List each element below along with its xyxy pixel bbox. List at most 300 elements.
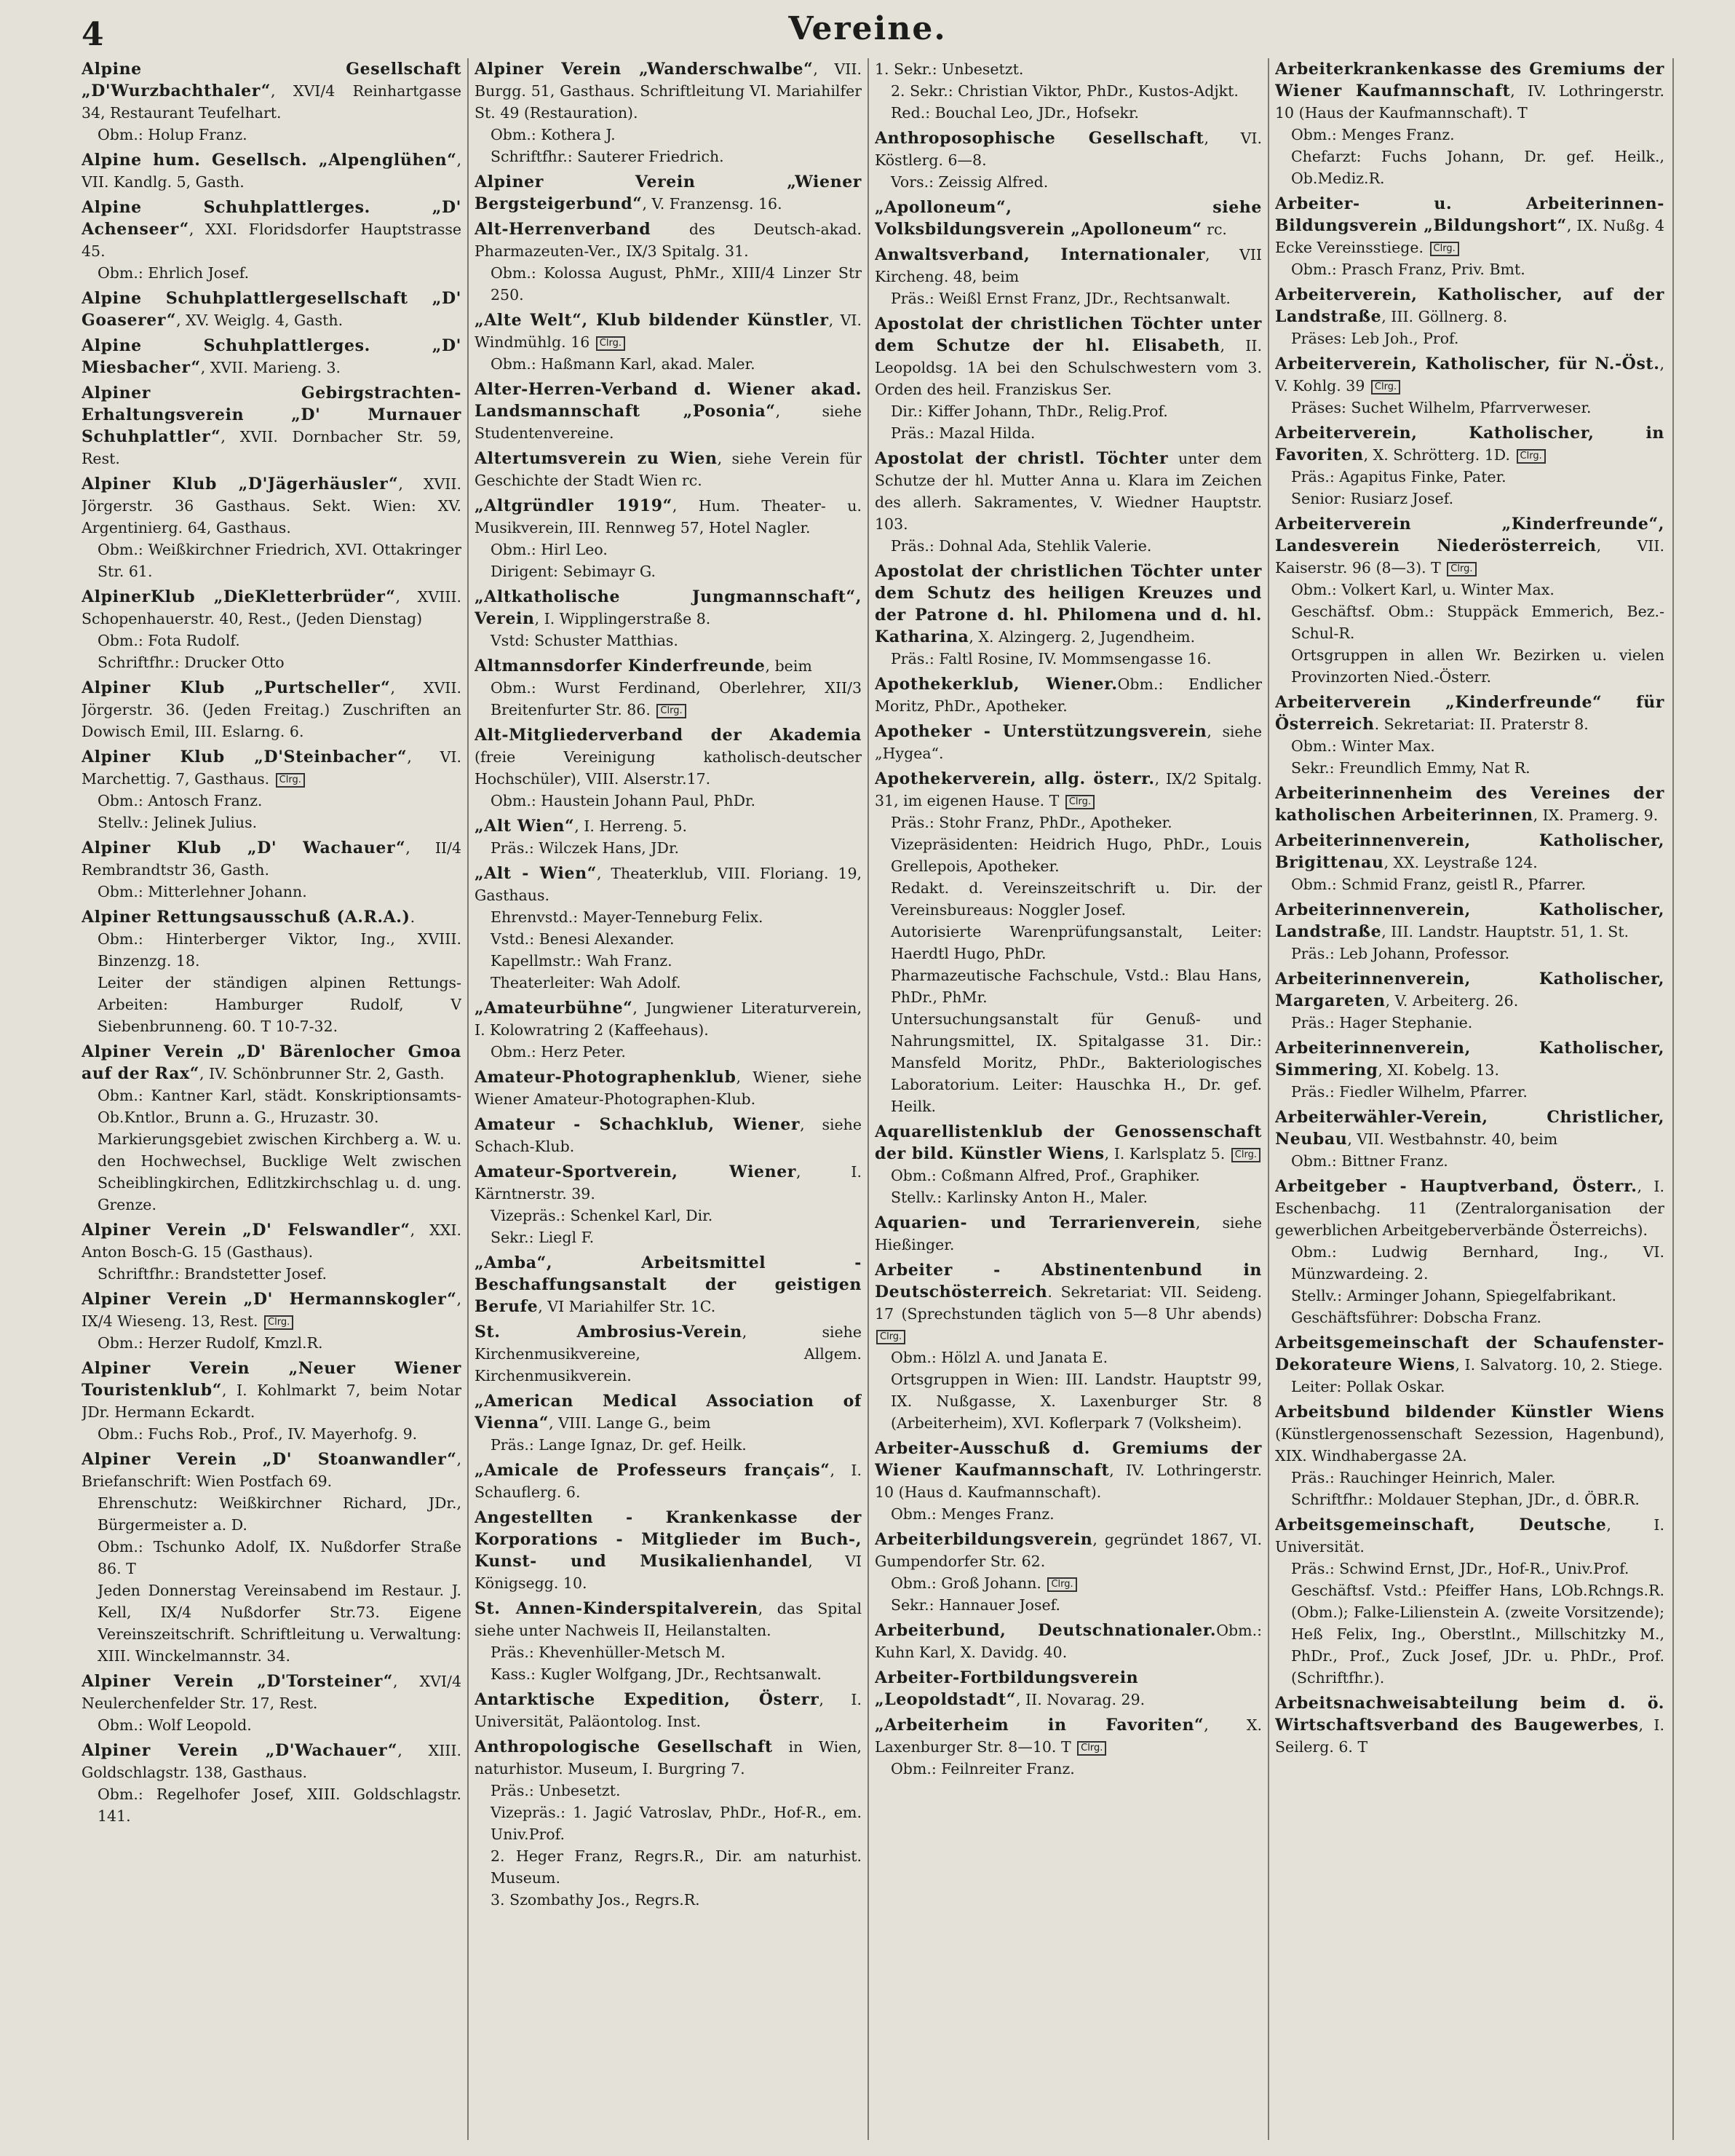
clearing-badge: Clrg. (1047, 1577, 1076, 1592)
entry-first-line (1275, 1176, 1664, 1241)
directory-entry (475, 1598, 862, 1685)
directory-entry (82, 586, 461, 673)
entry-text: , VI. Marchettig. 7, Gasthaus. Clrg. (82, 748, 461, 788)
entry-text: Dirigent: Sebimayr G. (491, 563, 656, 580)
entry-first-line (82, 1358, 461, 1423)
entry-first-line (875, 673, 1262, 717)
entry-detail-line (475, 950, 862, 972)
entry-detail-line (1275, 1376, 1664, 1398)
entry-text: . Sekretariat: VII. Seideng. 17 (Sprechstunden täglich von 5—8 Uhr abends) Clrg. (875, 1283, 1262, 1344)
entry-heading: Arbeiter- u. Arbeiterinnen-Bildungsverein „Bildungshort“ (1275, 194, 1664, 235)
entry-detail-line (1275, 757, 1664, 779)
entry-text: Obm.: Hölzl A. und Janata E. (891, 1349, 1108, 1366)
entry-heading: „American Medical Association of Vienna“ (475, 1392, 862, 1432)
entry-first-line (475, 863, 862, 906)
entry-heading: Anthroposophische Gesellschaft (875, 129, 1204, 148)
entry-detail-line (1275, 1285, 1664, 1307)
directory-entry (875, 1620, 1262, 1663)
directory-entry (875, 1529, 1262, 1616)
entry-detail-line (82, 972, 461, 1037)
entry-detail-line (875, 1368, 1262, 1434)
entry-detail-line (475, 1041, 862, 1063)
entry-first-line (475, 1736, 862, 1780)
entry-detail-line (1275, 644, 1664, 688)
entry-heading: „Altgründler 1919“ (475, 496, 672, 515)
entry-heading: Alpiner Klub „D'Steinbacher“ (82, 748, 408, 766)
entry-text: Obm.: Hirl Leo. (491, 541, 608, 558)
entry-text: , siehe Verein für Geschichte der Stadt Wien rc. (475, 450, 862, 489)
entry-text: , I. Kärntnerstr. 39. (475, 1163, 862, 1202)
entry-first-line (475, 1459, 862, 1503)
directory-entry (82, 746, 461, 833)
entry-first-line (475, 58, 862, 124)
entry-text: , I. Salvatorg. 10, 2. Stiege. (1455, 1356, 1663, 1374)
entry-first-line (82, 586, 461, 630)
entry-text: , VI Königsegg. 10. (475, 1553, 862, 1592)
entry-detail-line (475, 1434, 862, 1456)
entry-detail-line (82, 124, 461, 146)
directory-entry (82, 677, 461, 742)
entry-text: , siehe Studentenvereine. (475, 403, 862, 442)
entry-detail-line (475, 1641, 862, 1663)
entry-text: Pharmazeutische Fachschule, Vstd.: Blau Hans, PhDr., PhMr. (891, 967, 1262, 1006)
entry-first-line (82, 335, 461, 379)
entry-text: Obm.: Wurst Ferdinand, Oberlehrer, XII/3 Breitenfurter Str. 86. Clrg. (491, 679, 862, 718)
entry-text: Kapellmstr.: Wah Franz. (491, 952, 672, 970)
entry-text: , I. Kohlmarkt 7, beim Notar JDr. Hermann Eckardt. (82, 1382, 461, 1421)
page-title: Vereine. (788, 10, 947, 47)
entry-text: Präs.: Schwind Ernst, JDr., Hof-R., Univ.Prof. (1291, 1560, 1629, 1577)
entry-text: , XXI. Floridsdorfer Hauptstrasse 45. (82, 221, 461, 260)
entry-heading: Apotheker - Unterstützungsverein (875, 722, 1207, 741)
entry-heading: Apostolat der christlichen Töchter unter dem Schutze der hl. Elisabeth (875, 314, 1262, 355)
entry-text: Ehrenvstd.: Mayer-Tenneburg Felix. (491, 908, 763, 926)
entry-first-line (875, 1529, 1262, 1572)
entry-heading: Arbeiterinnenverein, Katholischer, Simmering (1275, 1039, 1664, 1079)
entry-text: Präs.: Mazal Hilda. (891, 424, 1036, 442)
entry-text: Obm.: Herzer Rudolf, Kmzl.R. (98, 1334, 323, 1352)
entry-text: , XVII. Jörgerstr. 36 Gasthaus. Sekt. Wien: XV. Argentinierg. 64, Gasthaus. (82, 475, 461, 536)
entry-detail-line (82, 928, 461, 972)
entry-detail-line (875, 1572, 1262, 1594)
entry-heading: Alt-Mitgliederverband der Akademia (475, 726, 862, 745)
entry-text: Vizepräsidenten: Heidrich Hugo, PhDr., Louis Grellepois, Apotheker. (891, 836, 1262, 875)
entry-text: Obm.: Schmid Franz, geistl R., Pfarrer. (1291, 876, 1586, 893)
entry-heading: Arbeiter - Abstinentenbund in Deutschösterreich (875, 1261, 1262, 1301)
entry-heading: „Altkatholische Jungmannschaft“, Verein (475, 587, 862, 628)
entry-detail-line (875, 1008, 1262, 1117)
entry-text: , I. Wipplingerstraße 8. (534, 610, 711, 627)
entry-detail-line (1275, 397, 1664, 419)
column-divider (868, 58, 869, 2140)
entry-heading: Arbeitsgemeinschaft der Schaufenster-Dekorateure Wiens (1275, 1333, 1664, 1374)
directory-entry (475, 586, 862, 651)
entry-detail-line (82, 1783, 461, 1827)
directory-entry (475, 58, 862, 167)
entry-detail-line (475, 1226, 862, 1248)
entry-text: , II/4 Rembrandtstr 36, Gasth. (82, 839, 461, 879)
clearing-badge: Clrg. (1077, 1741, 1106, 1756)
entry-first-line (1275, 691, 1664, 735)
entry-detail-line (1275, 1241, 1664, 1285)
entry-first-line (475, 997, 862, 1041)
entry-first-line (475, 495, 862, 539)
entry-detail-line (82, 812, 461, 833)
entry-heading: „Amateurbühne“ (475, 999, 633, 1018)
entry-detail-line (1275, 943, 1664, 964)
entry-text: , II. Leopoldsg. 1A bei den Schulschwestern vom 3. Orden des heil. Franziskus Ser. (875, 337, 1262, 398)
entry-detail-line (1275, 1307, 1664, 1328)
entry-text: Obm.: Ehrlich Josef. (98, 264, 250, 282)
entry-detail-line (875, 1186, 1262, 1208)
directory-entry (82, 837, 461, 903)
entry-text: Geschäftsf. Vstd.: Pfeiffer Hans, LOb.Rchngs.R. (Obm.); Falke-Lilienstein A. (zweite Vorsitzende); Heß Felix, Ing., Oberstlnt., Millschitzky M., PhDr., Prof., Zuck Josef, JDr. u. PhDr., Prof. (Schriftfhr.). (1291, 1582, 1664, 1687)
entry-heading: Alpiner Verein „D' Felswandler“ (82, 1221, 410, 1240)
entry-detail-line (875, 964, 1262, 1008)
entry-text: 2. Sekr.: Christian Viktor, PhDr., Kustos-Adjkt. (891, 82, 1239, 100)
entry-detail-line (475, 262, 862, 306)
entry-text: Obm.: Kothera J. (491, 126, 616, 143)
entry-heading: „Amba“, Arbeitsmittel - Beschaffungsanstalt der geistigen Berufe (475, 1253, 862, 1316)
entry-heading: Arbeiterverein „Kinderfreunde“, Landesverein Niederösterreich (1275, 515, 1664, 555)
directory-entry (1275, 284, 1664, 349)
directory-entry (475, 1689, 862, 1732)
entry-text: , I. Universität, Paläontolog. Inst. (475, 1691, 862, 1730)
entry-text: Jeden Donnerstag Vereinsabend im Restaur. J. Kell, IX/4 Nußdorfer Str.73. Eigene Vereinszeitschrift. Schriftleitung u. Verwaltung: XIII. Winckelmannstr. 34. (98, 1582, 461, 1665)
entry-text: , XVII. Marieng. 3. (200, 359, 341, 376)
entry-text: in Wien, naturhistor. Museum, I. Burgring 7. (475, 1738, 862, 1777)
entry-text: Chefarzt: Fuchs Johann, Dr. gef. Heilk., Ob.Mediz.R. (1291, 148, 1664, 187)
entry-first-line (875, 448, 1262, 535)
entry-detail-line (1275, 1580, 1664, 1689)
entry-first-line (1275, 513, 1664, 579)
entry-detail-line (875, 288, 1262, 309)
entry-text: Obm.: Wolf Leopold. (98, 1716, 252, 1734)
entry-first-line (875, 58, 1262, 80)
entry-text: (Künstlergenossenschaft Sezession, Hagenbund), XIX. Windhabergasse 2A. (1275, 1425, 1664, 1465)
directory-entry (1275, 1332, 1664, 1398)
entry-detail-line (875, 422, 1262, 444)
entry-text: , III. Göllnerg. 8. (1381, 308, 1508, 325)
directory-entry (1275, 58, 1664, 189)
entry-first-line (875, 244, 1262, 288)
entry-text: , VII. Kandlg. 5, Gasth. (82, 151, 461, 191)
entry-first-line (475, 655, 862, 677)
directory-entry (475, 1321, 862, 1387)
entry-heading: Alpiner Verein „D' Hermannskogler“ (82, 1290, 457, 1309)
entry-text: Obm.: Groß Johann. Clrg. (891, 1574, 1079, 1592)
entry-text: , VII. Westbahnstr. 40, beim (1347, 1130, 1558, 1148)
directory-entry (475, 1390, 862, 1456)
directory-entry (1275, 422, 1664, 510)
entry-first-line (82, 149, 461, 193)
entry-first-line (475, 1321, 862, 1387)
entry-text: (freie Vereinigung katholisch-deutscher Hochschüler), VIII. Alserstr.17. (475, 748, 862, 788)
entry-first-line (875, 1620, 1262, 1663)
entry-text: Schriftfhr.: Brandstetter Josef. (98, 1265, 327, 1283)
entry-detail-line (1275, 488, 1664, 510)
entry-first-line (82, 677, 461, 742)
entry-detail-line (475, 146, 862, 167)
entry-heading: Aquarien- und Terrarienverein (875, 1213, 1196, 1232)
entry-first-line (875, 1714, 1262, 1758)
entry-heading: „Amicale de Professeurs français“ (475, 1461, 830, 1480)
clearing-badge: Clrg. (1430, 242, 1459, 256)
entry-heading: St. Ambrosius-Verein (475, 1323, 742, 1341)
entry-text: Schriftfhr.: Sauterer Friedrich. (491, 148, 724, 165)
entry-text: , XV. Weiglg. 4, Gasth. (176, 312, 344, 329)
entry-text: Ehrenschutz: Weißkirchner Richard, JDr., Bürgermeister a. D. (98, 1494, 461, 1534)
entry-detail-line (875, 877, 1262, 921)
directory-entry (475, 1161, 862, 1248)
entry-heading: „Alt - Wien“ (475, 864, 597, 883)
directory-entry (82, 1041, 461, 1216)
entry-text: Sekr.: Freundlich Emmy, Nat R. (1291, 759, 1530, 777)
entry-detail-line (1275, 124, 1664, 146)
entry-text: , das Spital siehe unter Nachweis II, Heilanstalten. (475, 1600, 862, 1639)
directory-entry (82, 335, 461, 379)
page-number: 4 (82, 16, 104, 53)
directory-entry (82, 1740, 461, 1827)
entry-first-line (875, 1212, 1262, 1256)
column-1 (82, 58, 461, 2140)
entry-text: Obm.: Tschunko Adolf, IX. Nußdorfer Straße 86. T (98, 1538, 461, 1577)
entry-first-line (82, 473, 461, 539)
entry-text: , XVII. Jörgerstr. 36. (Jeden Freitag.) Zuschriften an Dowisch Emil, III. Eslarng. 6. (82, 679, 461, 740)
entry-text: Präs.: Faltl Rosine, IV. Mommsengasse 16. (891, 650, 1212, 667)
directory-entry (475, 379, 862, 444)
entry-heading: Apostolat der christlichen Töchter unter dem Schutz des heiligen Kreuzes und der Patrone d. hl. Philomena und d. hl. Katharina (875, 562, 1262, 646)
directory-entry (82, 149, 461, 193)
entry-text: Vizepräs.: Schenkel Karl, Dir. (491, 1207, 713, 1224)
entry-first-line (475, 448, 862, 491)
entry-text: , Theaterklub, VIII. Floriang. 19, Gasthaus. (475, 865, 862, 904)
entry-text: Leiter: Pollak Oskar. (1291, 1378, 1445, 1395)
directory-entry (82, 906, 461, 1037)
entry-text: , X. Alzingerg. 2, Jugendheim. (969, 628, 1196, 646)
entry-first-line (82, 382, 461, 469)
entry-heading: Altmannsdorfer Kinderfreunde (475, 657, 766, 675)
directory-entry (475, 1114, 862, 1157)
entry-text: Obm.: Feilnreiter Franz. (891, 1760, 1075, 1777)
directory-entry (875, 768, 1262, 1117)
entry-first-line (475, 815, 862, 837)
entry-detail-line (1275, 735, 1664, 757)
entry-first-line (875, 560, 1262, 648)
column-3 (875, 58, 1262, 2140)
entry-detail-line (1275, 1558, 1664, 1580)
entry-first-line (875, 721, 1262, 764)
entry-text: , IV. Lothringerstr. 10 (Haus d. Kaufmannschaft). (875, 1462, 1262, 1501)
entry-text: , beim (765, 657, 812, 675)
directory-entry (475, 815, 862, 859)
clearing-badge: Clrg. (876, 1330, 905, 1344)
entry-heading: Alpine Schuhplattlergesellschaft „D' Goaserer“ (82, 289, 461, 330)
directory-entry (875, 673, 1262, 717)
entry-text: , XVI/4 Reinhartgasse 34, Restaurant Teufelhart. (82, 82, 461, 122)
entry-heading: Arbeiterinnenverein, Katholischer, Brigittenau (1275, 831, 1664, 872)
entry-text: Theaterleiter: Wah Adolf. (491, 974, 681, 991)
entry-detail-line (875, 1165, 1262, 1186)
directory-entry (1275, 1514, 1664, 1689)
entry-heading: Anwaltsverband, Internationaler (875, 245, 1206, 264)
entry-text: Präs.: Stohr Franz, PhDr., Apotheker. (891, 814, 1172, 831)
directory-entry (475, 1736, 862, 1911)
directory-entry (1275, 513, 1664, 688)
entry-detail-line (475, 124, 862, 146)
directory-entry (82, 1288, 461, 1354)
directory-entry (875, 1259, 1262, 1434)
entry-text: des Deutsch-akad. Pharmazeuten-Ver., IX/3 Spitalg. 31. (475, 221, 862, 260)
entry-detail-line (475, 928, 862, 950)
entry-first-line (475, 1114, 862, 1157)
entry-detail-line (82, 262, 461, 284)
entry-detail-line (475, 560, 862, 582)
entry-detail-line (875, 921, 1262, 964)
directory-entry (1275, 1176, 1664, 1328)
entry-text: , VII. Burgg. 51, Gasthaus. Schriftleitung VI. Mariahilfer St. 49 (Restauration). (475, 60, 862, 122)
entry-heading: Arbeiter-Ausschuß d. Gremiums der Wiener Kaufmannschaft (875, 1439, 1262, 1480)
directory-entry (82, 1670, 461, 1736)
entry-first-line (82, 906, 461, 928)
entry-text: , XVI/4 Neulerchenfelder Str. 17, Rest. (82, 1673, 461, 1712)
entry-heading: Alpiner Klub „D' Wachauer“ (82, 839, 406, 857)
entry-heading: St. Annen-Kinderspitalverein (475, 1599, 758, 1618)
directory-entry (82, 1448, 461, 1667)
directory-entry (475, 1459, 862, 1503)
entry-heading: Arbeiterbund, Deutschnationaler. (875, 1621, 1217, 1640)
entry-detail-line (1275, 1489, 1664, 1510)
entry-heading: Alpine Schuhplattlerges. „D' Miesbacher“ (82, 336, 461, 377)
entry-text: Stellv.: Jelinek Julius. (98, 814, 258, 831)
entry-text: Obm.: Kolossa August, PhMr., XIII/4 Linzer Str 250. (491, 264, 862, 304)
entry-detail-line (82, 1263, 461, 1285)
entry-text: 3. Szombathy Jos., Regrs.R. (491, 1891, 700, 1909)
entry-heading: Arbeitsnachweisabteilung beim d. ö. Wirtschaftsverband des Baugewerbes (1275, 1694, 1664, 1735)
entry-text: , II. Novarag. 29. (1016, 1691, 1146, 1708)
entry-text: , IX/2 Spitalg. 31, im eigenen Hause. T Clrg. (875, 770, 1262, 809)
entry-detail-line (475, 353, 862, 375)
entry-text: , XXI. Anton Bosch-G. 15 (Gasthaus). (82, 1221, 461, 1261)
entry-text: Stellv.: Arminger Johann, Spiegelfabrikant. (1291, 1287, 1616, 1304)
entry-detail-line (475, 630, 862, 651)
directory-entry (875, 1121, 1262, 1208)
directory-entry (82, 473, 461, 582)
directory-entry (1275, 353, 1664, 419)
entry-detail-line (875, 1503, 1262, 1525)
entry-text: Obm.: Coßmann Alfred, Prof., Graphiker. (891, 1167, 1200, 1184)
directory-entry (82, 1219, 461, 1285)
entry-heading: Alpine Schuhplattlerges. „D' Achenseer“ (82, 198, 461, 239)
entry-heading: Alpine Gesellschaft „D'Wurzbachthaler“ (82, 60, 461, 100)
entry-heading: Antarktische Expedition, Österr (475, 1690, 819, 1709)
entry-detail-line (475, 906, 862, 928)
directory-entry (475, 655, 862, 721)
entry-text: Präses: Suchet Wilhelm, Pfarrverweser. (1291, 399, 1592, 416)
entry-first-line (82, 197, 461, 262)
entry-text: , VI. Windmühlg. 16 Clrg. (475, 312, 862, 351)
entry-text: Präs.: Rauchinger Heinrich, Maler. (1291, 1469, 1556, 1486)
entry-first-line (475, 724, 862, 790)
entry-first-line (475, 379, 862, 444)
entry-first-line (475, 171, 862, 215)
directory-entry (475, 218, 862, 306)
entry-detail-line (82, 630, 461, 651)
entry-text: Ortsgruppen in Wien: III. Landstr. Hauptstr 99, IX. Nußgasse, X. Laxenburger Str. 8 (Arbeiterheim), XVI. Koflerpark 7 (Volksheim). (891, 1371, 1262, 1432)
entry-heading: Alpiner Rettungsausschuß (A.R.A.) (82, 908, 410, 927)
entry-text: Obm.: Kuhn Karl, X. Davidg. 40. (875, 1622, 1262, 1661)
entry-text: unter dem Schutze der hl. Mutter Anna u. Klara im Zeichen des allerh. Sakramentes, V. Wiedner Hauptstr. 103. (875, 450, 1262, 533)
column-divider (1268, 58, 1269, 2140)
directory-entry (475, 448, 862, 491)
entry-text: , VI Mariahilfer Str. 1C. (538, 1298, 716, 1315)
entry-heading: „Apolloneum“, siehe Volksbildungsverein „Apolloneum“ (875, 198, 1262, 239)
entry-text: , VII Kircheng. 48, beim (875, 246, 1262, 285)
entry-text: Sekr.: Hannauer Josef. (891, 1596, 1061, 1614)
clearing-badge: Clrg. (276, 773, 305, 788)
entry-heading: Arbeiterverein, Katholischer, in Favoriten (1275, 424, 1664, 464)
entry-detail-line (82, 881, 461, 903)
entry-text: Präs.: Weißl Ernst Franz, JDr., Rechtsanwalt. (891, 290, 1231, 307)
entry-text: , I. Herreng. 5. (574, 817, 688, 835)
entry-detail-line (475, 837, 862, 859)
entry-heading: Alt-Herrenverband (475, 220, 651, 239)
entry-first-line (1275, 284, 1664, 328)
entry-first-line (475, 1066, 862, 1110)
entry-text: Präs.: Unbesetzt. (491, 1782, 621, 1799)
entry-text: , V. Arbeiterg. 26. (1385, 992, 1519, 1010)
entry-first-line (875, 1121, 1262, 1165)
entry-first-line (875, 1259, 1262, 1347)
clearing-badge: Clrg. (1231, 1148, 1260, 1162)
entry-first-line (1275, 830, 1664, 873)
entry-text: , IX. Nußg. 4 Ecke Vereinsstiege. Clrg. (1275, 217, 1664, 256)
directory-entry (1275, 1401, 1664, 1510)
entry-detail-line (475, 1205, 862, 1226)
entry-text: Obm.: Volkert Karl, u. Winter Max. (1291, 581, 1555, 598)
entry-detail-line (875, 648, 1262, 670)
entry-first-line (875, 127, 1262, 171)
entry-text: Präs.: Leb Johann, Professor. (1291, 945, 1510, 962)
entry-detail-line (875, 1758, 1262, 1780)
entry-heading: Alpiner Gebirgstrachten-Erhaltungsverein „D' Murnauer Schuhplattler“ (82, 384, 461, 446)
entry-detail-line (475, 1845, 862, 1889)
entry-detail-line (82, 1085, 461, 1128)
entry-detail-line (82, 651, 461, 673)
entry-text: Obm.: Weißkirchner Friedrich, XVI. Ottakringer Str. 61. (98, 541, 461, 580)
entry-detail-line (475, 1780, 862, 1802)
entry-heading: Alpiner Verein „Wanderschwalbe“ (475, 60, 814, 79)
entry-detail-line (475, 1802, 862, 1845)
entry-first-line (875, 1438, 1262, 1503)
entry-text: , I. Seilerg. 6. T (1275, 1716, 1664, 1756)
directory-entry (875, 560, 1262, 670)
entry-detail-line (82, 790, 461, 812)
entry-text: Obm.: Herz Peter. (491, 1043, 626, 1061)
entry-text: Untersuchungsanstalt für Genuß- und Nahrungsmittel, IX. Spitalgasse 31. Dir.: Mansfeld Moritz, PhDr., Bakteriologisches Laboratorium. Leiter: Hauschka H., Dr. gef. Heilk. (891, 1010, 1262, 1115)
column-4 (1275, 58, 1664, 2140)
directory-entry (82, 58, 461, 146)
clearing-badge: Clrg. (656, 704, 686, 718)
entry-text: Präs.: Lange Ignaz, Dr. gef. Heilk. (491, 1436, 747, 1454)
directory-entry (875, 58, 1262, 124)
entry-detail-line (875, 1594, 1262, 1616)
entry-text: Leiter der ständigen alpinen Rettungs-Arbeiten: Hamburger Rudolf, V Siebenbrunneng. 60. T 10-7-32. (98, 974, 461, 1035)
entry-detail-line (1275, 146, 1664, 189)
entry-detail-line (1275, 1012, 1664, 1034)
entry-text: 1. Sekr.: Unbesetzt. (875, 60, 1024, 78)
entry-text: Obm.: Endlicher Moritz, PhDr., Apotheker. (875, 675, 1262, 715)
